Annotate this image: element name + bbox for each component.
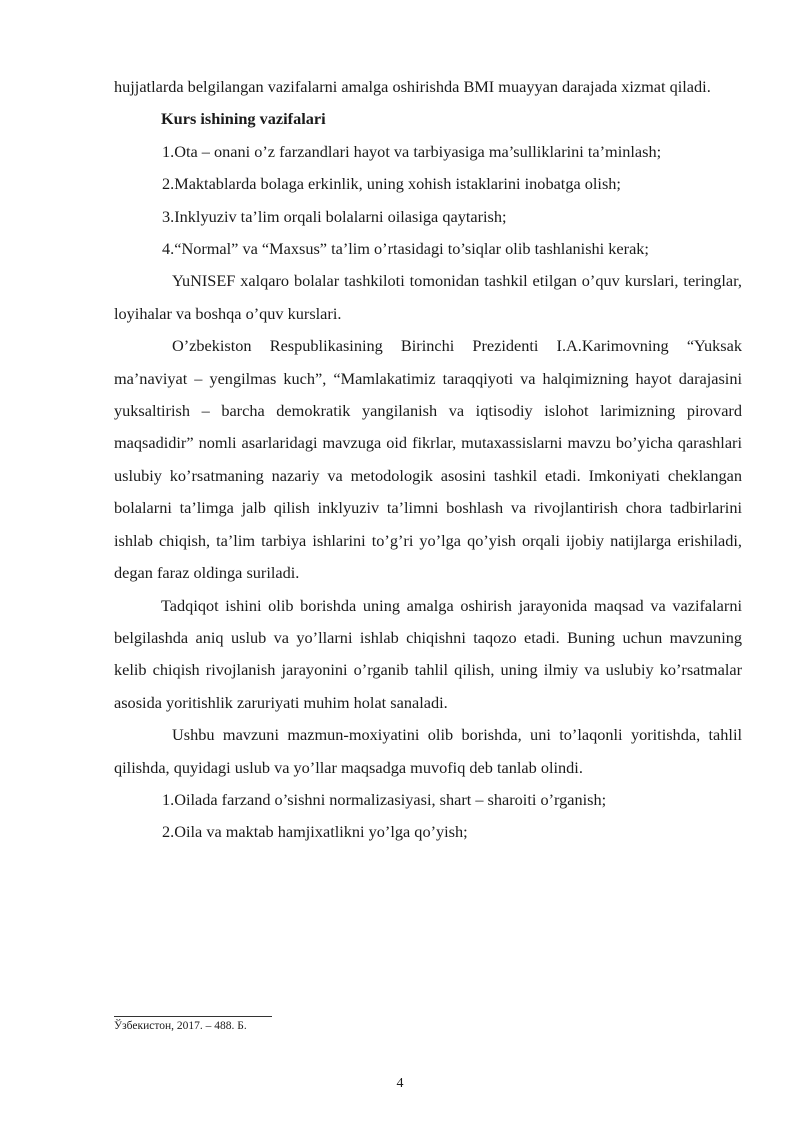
list-item: 3.Inklyuziv ta’lim orqali bolalarni oilasiga qaytarish;: [162, 206, 507, 226]
footnote: Ўзбекистон, 2017. – 488. Б.: [114, 1020, 247, 1032]
paragraph-unicef: YuNISEF xalqaro bolalar tashkiloti tomonidan tashkil etilgan o’quv kurslari, teringlar, loyihalar va boshqa o’quv kurslari.: [114, 271, 742, 323]
paragraph-methods: Ushbu mavzuni mazmun-moxiyatini olib borishda, uni to’laqonli yoritishda, tahlil qilishda, quyidagi uslub va yo’llar maqsadga muvofiq deb tanlab olindi.: [114, 725, 742, 777]
paragraph-methodology: O’zbekiston Respublikasining Birinchi Prezidenti I.A.Karimovning “Yuksak ma’naviyat – yengilmas kuch”, “Mamlakatimiz taraqqiyoti va halqimizning hayot darajasini yuksaltirish – barcha demokratik yangilanish va iqtisodiy islohot larimizning pirovard maqsadidir” nomli asarlaridagi mavzuga oid fikrlar, mutaxassislarni mavzu bo’yicha qarashlari uslubiy ko’rsatmaning nazariy va metodologik asosini tashkil etadi. Imkoniyati cheklangan bolalarni ta’limga jalb qilish inklyuziv ta’limni boshlash va rivojlantirish chora tadbirlarini ishlab chiqish, ta’lim tarbiya ishlarini to’g’ri yo’lga qo’yish orqali ijobiy natijlarga erishiladi, degan faraz oldinga suriladi.: [114, 336, 742, 583]
body-text: [114, 71, 742, 849]
paragraph-research: Tadqiqot ishini olib borishda uning amalga oshirish jarayonida maqsad va vazifalarni belgilashda aniq uslub va yo’llarni ishlab chiqishni taqozo etadi. Buning uchun mavzuning kelib chiqish rivojlanish jarayonini o’rganib tahlil qilish, uning ilmiy va uslubiy ko’rsatmalar asosida yoritishlik zaruriyati muhim holat sanaladi.: [114, 595, 742, 712]
footnote-divider: [114, 1016, 272, 1017]
paragraph-intro: hujjatlarda belgilangan vazifalarni amalga oshirishda BMI muayyan darajada xizmat qiladi.: [114, 77, 711, 96]
list-item: 2.Maktablarda bolaga erkinlik, uning xohish istaklarini inobatga olish;: [162, 174, 621, 194]
list-item: 1.Oilada farzand o’sishni normalizasiyasi, shart – sharoiti o’rganish;: [162, 789, 607, 809]
list-item: 4.“Normal” va “Maxsus” ta’lim o’rtasidagi to’siqlar olib tashlanishi kerak;: [162, 239, 649, 259]
list-item: 2.Oila va maktab hamjixatlikni yo’lga qo’yish;: [162, 822, 468, 842]
page-number: 4: [396, 1076, 404, 1091]
list-item: 1.Ota – onani o’z farzandlari hayot va tarbiyasiga ma’sulliklarini ta’minlash;: [162, 141, 662, 161]
section-heading: Kurs ishining vazifalari: [161, 109, 326, 129]
